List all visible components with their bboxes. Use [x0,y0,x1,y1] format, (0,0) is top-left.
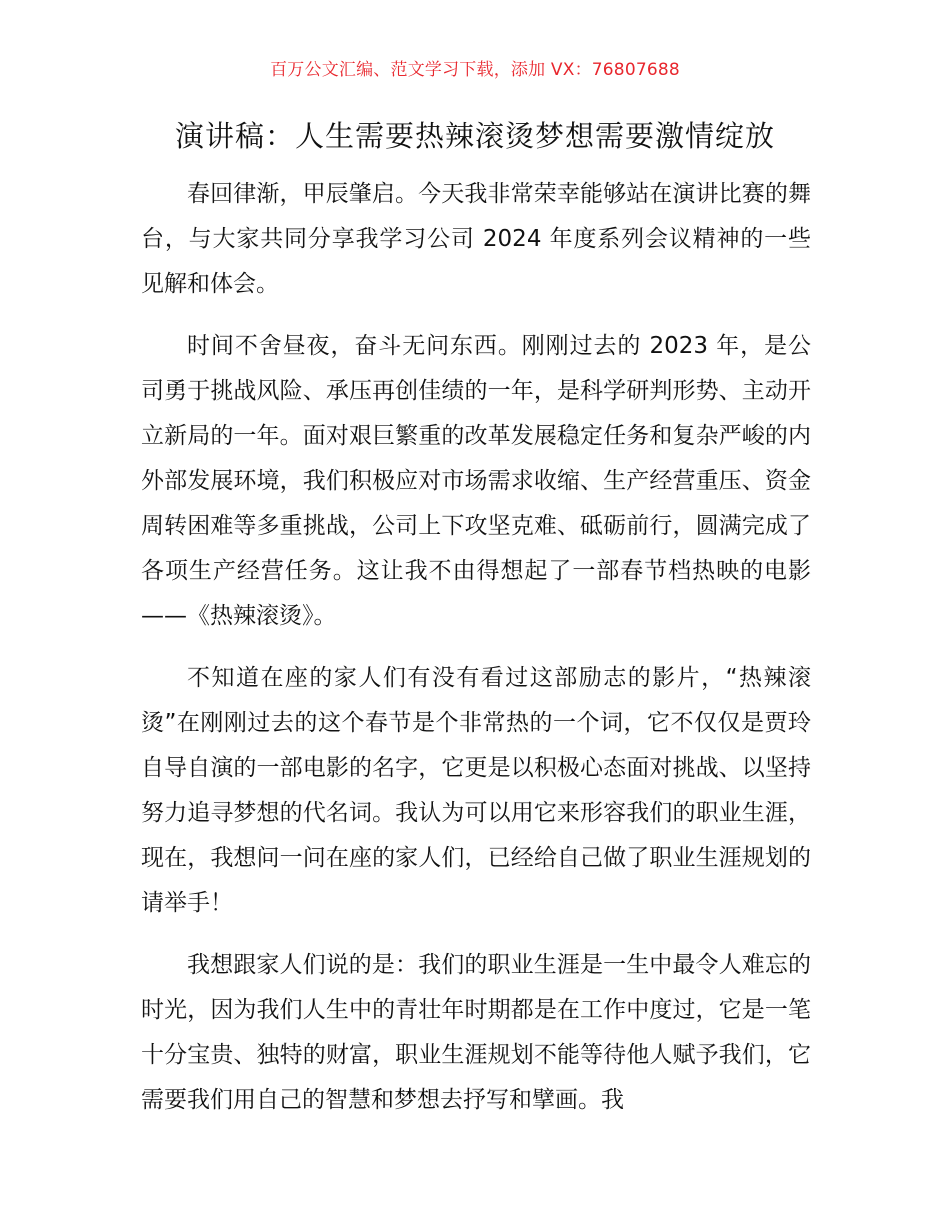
document-body [141,172,811,1140]
document-title: 演讲稿：人生需要热辣滚烫梦想需要激情绽放 [174,119,775,153]
paragraph-4: 我想跟家人们说的是：我们的职业生涯是一生中最令人难忘的时光，因为我们人生中的青壮年时期都是在工作中度过，它是一笔十分宝贵、独特的财富，职业生涯规划不能等待他人赋予我们，它需要我们用自己的智慧和梦想去抒写和擘画。我 [141,952,811,1113]
header-watermark-note: 百万公文汇编、范文学习下载，添加 VX：76807688 [270,60,680,80]
paragraph-1: 春回律渐，甲辰肇启。今天我非常荣幸能够站在演讲比赛的舞台，与大家共同分享我学习公司 2024 年度系列会议精神的一些见解和体会。 [141,181,811,297]
paragraph-2: 时间不舍昼夜，奋斗无问东西。刚刚过去的 2023 年，是公司勇于挑战风险、承压再创佳绩的一年，是科学研判形势、主动开立新局的一年。面对艰巨繁重的改革发展稳定任务和复杂严峻的内外部发展环境，我们积极应对市场需求收缩、生产经营重压、资金周转困难等多重挑战，公司上下攻坚克难、砥砺前行，圆满完成了各项生产经营任务。这让我不由得想起了一部春节档热映的电影——《热辣滚烫》。 [141,333,811,629]
paragraph-3: 不知道在座的家人们有没有看过这部励志的影片，“热辣滚烫”在刚刚过去的这个春节是个非常热的一个词，它不仅仅是贾玲自导自演的一部电影的名字，它更是以积极心态面对挑战、以坚持努力追寻梦想的代名词。我认为可以用它来形容我们的职业生涯，现在，我想问一问在座的家人们，已经给自己做了职业生涯规划的请举手！ [141,665,811,916]
